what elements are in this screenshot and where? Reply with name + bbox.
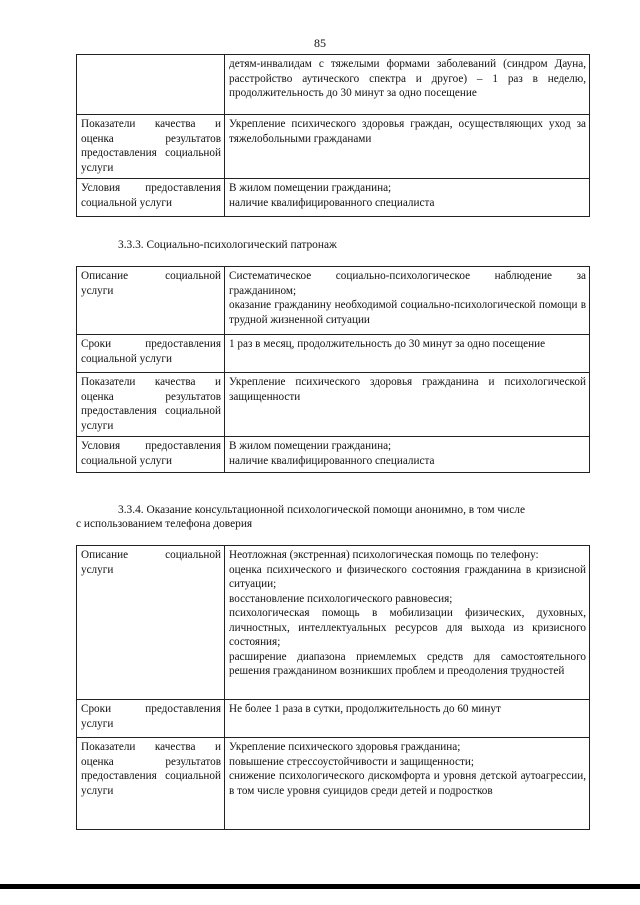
table-row xyxy=(77,546,590,700)
table-row xyxy=(77,115,590,179)
row-label: Описание социальной услуги xyxy=(77,267,225,335)
table-continued xyxy=(76,54,590,217)
row-content: В жилом помещении гражданина; наличие квалифицированного специалиста xyxy=(225,179,590,217)
section-heading-line: с использованием телефона доверия xyxy=(76,518,253,530)
section-heading-3-3-4 xyxy=(118,503,592,518)
table-row xyxy=(77,335,590,373)
page-number: 85 xyxy=(314,36,326,50)
section-heading-line: 3.3.4. Оказание консультационной психологической помощи анонимно, в том числе xyxy=(118,504,526,516)
row-content: 1 раз в месяц, продолжительность до 30 минут за одно посещение xyxy=(225,335,590,373)
section-heading-3-3-4-cont xyxy=(76,517,590,532)
row-label: Сроки предоставления услуги xyxy=(77,700,225,738)
row-content: Неотложная (экстренная) психологическая помощь по телефону: оценка психического и физического состояния гражданина в кризисной ситуации; восстановление психологического равновесия; психологическая помощь в мобилизации физических, духовных, личностных, интеллектуальных ресурсов для выхода из кризисного состояния; расширение диапазона приемлемых средств для самостоятельного решения гражданином возникших проблем и преодоления трудностей xyxy=(225,546,590,700)
row-label: Показатели качества и оценка результатов предоставления социальной услуги xyxy=(77,373,225,437)
row-content: Укрепление психического здоровья граждан, осуществляющих уход за тяжелобольными гражданами xyxy=(225,115,590,179)
scan-bottom-border xyxy=(0,884,640,889)
row-content: Систематическое социально-психологическое наблюдение за гражданином; оказание гражданину необходимой социально-психологической помощи в трудной жизненной ситуации xyxy=(225,267,590,335)
row-content: В жилом помещении гражданина; наличие квалифицированного специалиста xyxy=(225,437,590,473)
section-heading-3-3-3: 3.3.3. Социально-психологический патронаж xyxy=(118,239,337,251)
table-social-psych-patronage xyxy=(76,266,590,473)
row-label xyxy=(77,55,225,115)
row-label: Показатели качества и оценка результатов предоставления социальной услуги xyxy=(77,738,225,830)
table-anonymous-psych-help xyxy=(76,545,590,830)
row-label: Сроки предоставления социальной услуги xyxy=(77,335,225,373)
row-label: Показатели качества и оценка результатов предоставления социальной услуги xyxy=(77,115,225,179)
row-content: детям-инвалидам с тяжелыми формами заболеваний (синдром Дауна, расстройство аутического спектра и другое) – 1 раз в неделю, продолжительность до 30 минут за одно посещение xyxy=(225,55,590,115)
table-row xyxy=(77,55,590,115)
table-row xyxy=(77,437,590,473)
row-content: Укрепление психического здоровья гражданина и психологической защищенности xyxy=(225,373,590,437)
table-row xyxy=(77,179,590,217)
table-row xyxy=(77,373,590,437)
table-row xyxy=(77,700,590,738)
table-row xyxy=(77,738,590,830)
row-content: Не более 1 раза в сутки, продолжительность до 60 минут xyxy=(225,700,590,738)
row-label: Условия предоставления социальной услуги xyxy=(77,437,225,473)
row-content: Укрепление психического здоровья гражданина; повышение стрессоустойчивости и защищенности; снижение психологического дискомфорта и уровня детской аутоагрессии, в том числе уровня суицидов среди детей и подростков xyxy=(225,738,590,830)
table-row xyxy=(77,267,590,335)
row-label: Условия предоставления социальной услуги xyxy=(77,179,225,217)
row-label: Описание социальной услуги xyxy=(77,546,225,700)
